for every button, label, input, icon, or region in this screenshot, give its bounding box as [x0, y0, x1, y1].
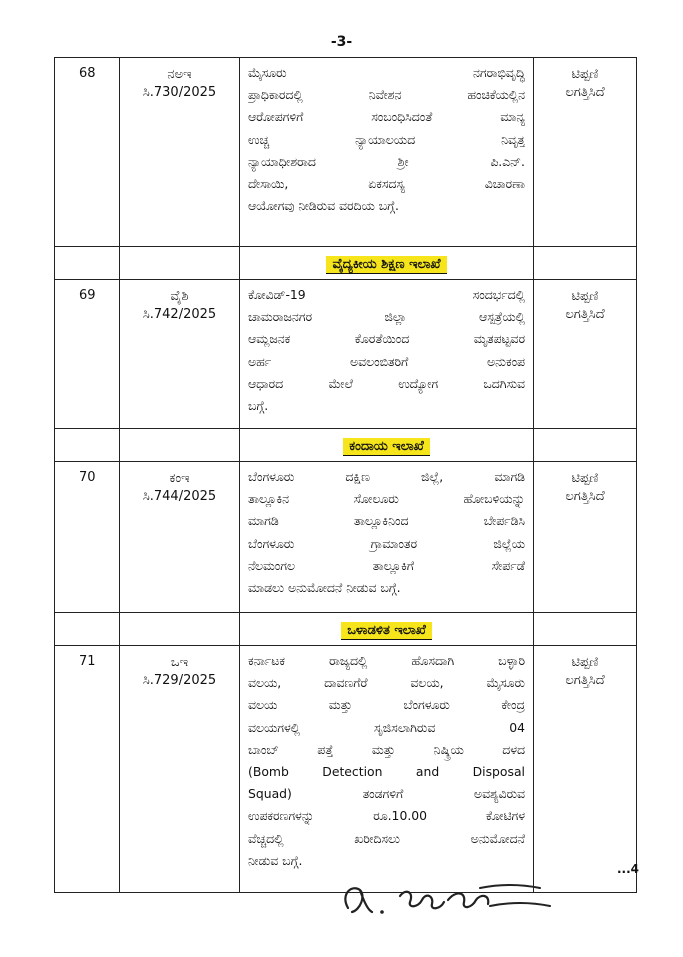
subject-line: ನೆಲಮಂಗಲ ತಾಲ್ಲೂಕಿಗೆ ಸೇರ್ಪಡೆ: [248, 557, 525, 573]
remark-line: ಟಿಪ್ಪಣಿ: [571, 67, 599, 82]
subject-line: ಮಾಡಲು ಅನುಮೋದನೆ ನೀಡುವ ಬಗ್ಗೆ.: [248, 580, 401, 596]
remark-line: ಲಗತ್ತಿಸಿದೆ: [565, 85, 605, 100]
dept-code: ಕಂಇ: [169, 471, 190, 486]
subject-line: ವೆಚ್ಚದಲ್ಲಿ ಖರೀದಿಸಲು ಅನುಮೋದನೆ: [248, 830, 525, 846]
subject-line: ವಲಯ ಮತ್ತು ಬೆಂಗಳೂರು ಕೇಂದ್ರ: [248, 697, 525, 713]
file-number: ಸಿ.730/2025: [142, 85, 217, 100]
subject-line: ಆಮ್ಲಜನಕ ಕೊರತೆಯಿಂದ ಮೃತಪಟ್ಟವರ: [248, 331, 525, 347]
dept-code: ನಅಇ: [167, 67, 192, 82]
department-heading-row: [55, 613, 637, 646]
subject-line: ತಾಲ್ಲೂಕಿನ ಸೋಲೂರು ಹೋಬಳಿಯನ್ನು: [248, 491, 525, 507]
subject-line: ಮಾಗಡಿ ತಾಲ್ಲೂಕಿನಿಂದ ಬೇರ್ಪಡಿಸಿ: [248, 513, 525, 529]
department-heading: ಕಂದಾಯ ಇಲಾಖೆ: [343, 438, 430, 456]
file-number: ಸಿ.729/2025: [142, 673, 217, 688]
item-number: 68: [55, 58, 120, 247]
remark-line: ಟಿಪ್ಪಣಿ: [571, 471, 599, 486]
remark-line: ಲಗತ್ತಿಸಿದೆ: [565, 673, 605, 688]
subject-line: ಪ್ರಾಧಿಕಾರದಲ್ಲಿ ನಿವೇಶನ ಹಂಚಿಕೆಯಲ್ಲಿನ: [248, 87, 525, 103]
subject-line: ನ್ಯಾಯಾಧೀಶರಾದ ಶ್ರೀ ಪಿ.ಎನ್.: [248, 153, 525, 169]
agenda-table: [54, 57, 637, 893]
file-reference: [120, 646, 240, 893]
item-number: 71: [55, 646, 120, 893]
subject-line: ವಲಯ, ದಾವಣಗೆರೆ ವಲಯ, ಮೈಸೂರು: [248, 675, 525, 691]
item-number: 70: [55, 462, 120, 613]
subject-line: ಮೈಸೂರು ನಗರಾಭಿವೃದ್ಧಿ: [248, 65, 525, 80]
subject-line: ಚಾಮರಾಜನಗರ ಜಿಲ್ಲಾ ಆಸ್ಪತ್ರೆಯಲ್ಲಿ: [248, 309, 525, 325]
remark-line: ಟಿಪ್ಪಣಿ: [571, 655, 599, 670]
remark: [534, 58, 637, 247]
file-reference: [120, 280, 240, 429]
next-page-marker: ...4: [616, 862, 639, 876]
subject-line: ಆಯೋಗವು ನೀಡಿರುವ ವರದಿಯ ಬಗ್ಗೆ.: [248, 198, 399, 214]
subject-line: ನೀಡುವ ಬಗ್ಗೆ.: [248, 852, 303, 868]
remark: [534, 462, 637, 613]
department-heading-row: [55, 429, 637, 462]
remark-line: ಲಗತ್ತಿಸಿದೆ: [565, 489, 605, 504]
table-row: [55, 646, 637, 893]
subject-line: (Bomb Detection and Disposal: [248, 764, 525, 780]
department-heading-row: [55, 247, 637, 280]
subject: [240, 58, 534, 247]
page-number: -3-: [330, 34, 353, 50]
subject-line: Squad) ತಂಡಗಳಿಗೆ ಅವಶ್ಯವಿರುವ: [248, 786, 525, 802]
subject: [240, 462, 534, 613]
department-heading: ಒಳಾಡಳಿತ ಇಲಾಖೆ: [341, 622, 432, 640]
remark: [534, 280, 637, 429]
subject-line: ಕರ್ನಾಟಕ ರಾಜ್ಯದಲ್ಲಿ ಹೊಸದಾಗಿ ಬಳ್ಳಾರಿ: [248, 653, 525, 668]
file-number: ಸಿ.742/2025: [142, 307, 217, 322]
subject-line: ದೇಸಾಯಿ, ಏಕಸದಸ್ಯ ವಿಚಾರಣಾ: [248, 176, 525, 192]
subject-line: ಆಧಾರದ ಮೇಲೆ ಉದ್ಯೋಗ ಒದಗಿಸುವ: [248, 375, 525, 391]
dept-code: ವೈಶಿ: [170, 289, 189, 304]
subject: [240, 280, 534, 429]
signature: [330, 872, 560, 922]
subject-line: ಬೆಂಗಳೂರು ದಕ್ಷಿಣ ಜಿಲ್ಲೆ, ಮಾಗಡಿ: [248, 469, 525, 484]
subject-line: ಬಾಂಬ್ ಪತ್ತೆ ಮತ್ತು ನಿಷ್ಕ್ರಿಯ ದಳದ: [248, 741, 525, 757]
remark: [534, 646, 637, 893]
subject-line: ಉಪಕರಣಗಳನ್ನು ರೂ.10.00 ಕೋಟಿಗಳ: [248, 808, 525, 824]
subject-line: ಬಗ್ಗೆ.: [248, 398, 269, 414]
file-reference: [120, 462, 240, 613]
file-reference: [120, 58, 240, 247]
subject-line: ಅರ್ಹ ಅವಲಂಬಿತರಿಗೆ ಅನುಕಂಪ: [248, 353, 525, 369]
subject-line: ಆರೋಪಗಳಿಗೆ ಸಂಬಂಧಿಸಿದಂತೆ ಮಾನ್ಯ: [248, 109, 525, 125]
item-number: 69: [55, 280, 120, 429]
subject-line: ವಲಯಗಳಲ್ಲಿ ಸೃಜಿಸಲಾಗಿರುವ 04: [248, 719, 525, 735]
remark-line: ಲಗತ್ತಿಸಿದೆ: [565, 307, 605, 322]
subject-line: ಉಚ್ಚ ನ್ಯಾಯಾಲಯದ ನಿವೃತ್ತ: [248, 131, 525, 147]
table-row: [55, 58, 637, 247]
remark-line: ಟಿಪ್ಪಣಿ: [571, 289, 599, 304]
file-number: ಸಿ.744/2025: [142, 489, 217, 504]
subject-line: ಕೋವಿಡ್-19 ಸಂದರ್ಭದಲ್ಲಿ: [248, 287, 525, 302]
subject: [240, 646, 534, 893]
subject-line: ಬೆಂಗಳೂರು ಗ್ರಾಮಾಂತರ ಜಿಲ್ಲೆಯ: [248, 535, 525, 551]
department-heading: ವೈದ್ಯಕೀಯ ಶಿಕ್ಷಣ ಇಲಾಖೆ: [326, 256, 446, 274]
dept-code: ಒಇ: [170, 655, 189, 670]
table-row: [55, 280, 637, 429]
table-row: [55, 462, 637, 613]
